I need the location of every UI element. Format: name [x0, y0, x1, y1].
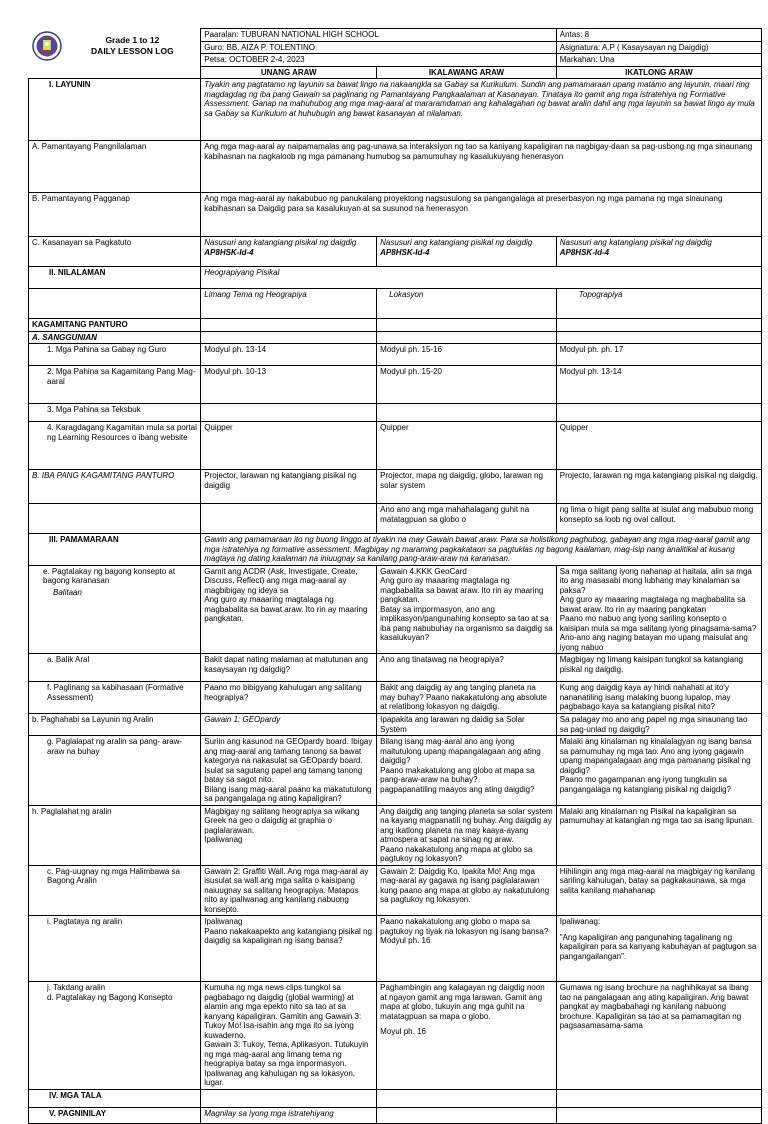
pagtataya-d1: Ipaliwanag Paano nakakaapekto ang katangiang pisikal ng daigdig sa kapaligiran ng isang bansa? — [201, 916, 377, 982]
empty — [377, 331, 557, 344]
empty — [201, 404, 377, 422]
pagtataya-d3: Ipaliwanag: "Ang kapaligiran ang pangunahing tagalinang ng kapaligiran para sa kanyang kabuhayan at pagtugon sa pangangailangan". — [556, 916, 761, 982]
paglinang-d3: Kung ang daigdig kaya ay hindi nahahati at ito'y nananatiling isang malaking buong lupalop, may pagbabago kaya sa katangiang pisikal nito? — [556, 682, 761, 714]
takdang-aralin-d2: Paghambingin ang kalagayan ng daigdig noon at ngayon gamit ang mga larawan. Gamit ang mapa at globo, tukuyin ang mga guhit na matatagpuan sa mapa o globo. Moyul ph. 16 — [377, 982, 557, 1090]
kasanayan-d1: Nasusuri ang katangiang pisikal ng daigdig AP8HSK-Id-4 — [201, 237, 377, 267]
paghahabi-label: b. Paghahabi sa Layunin ng Aralin — [29, 714, 201, 736]
top-d3: ng lima o higit pang salita at isulat ang mabubuo mong konsepto sa loob ng oval callout. — [556, 504, 761, 534]
grade-title: Grade 1 to 12 — [105, 34, 160, 45]
empty — [201, 331, 377, 344]
empty — [556, 1089, 761, 1107]
sanggunian-label: A. SANGGUNIAN — [29, 331, 201, 344]
pagtataya-d2: Paano nakakatulong ang globo o mapa sa pagtukoy ng tiyak na lokasyon ng isang bansa? Modyul ph. 16 — [377, 916, 557, 982]
teacher-cell: Guro: BB. AIZA P. TOLENTINO — [201, 41, 556, 54]
paglalapat-d2: Bilang isang mag-aaral ano ang iyong maitutulong upang mapangalagaan ang ating daigdig? Paano makakatulong ang globo at mapa sa pang-araw-araw na buhay? pagpapanatiling maayos ang ating daigdig? — [377, 736, 557, 806]
paghahabi-d2: Ipapakita ang larawan ng daidig sa Solar System — [377, 714, 557, 736]
paghahabi-d3: Sa palagay mo ano ang papel ng mga sinaunang tao sa pag-unlad ng daigdig? — [556, 714, 761, 736]
e-d3: Sa mga salitang iyong nahanap at haitala, alin sa mga ito ang masasabi mong lubhang may kinalaman sa paksa? Ang guro ay maaaring magtalaga ng magbabalita sa bawat araw. Ito rin ay maaring pangkatan Paano mo nabuo ang iyong sariling konsepto o kaisipan mula sa mga salitang iyong pinagsama-sama? Ano-ano ang naging batayan mo upang maisulat ang iyong nabuo — [556, 565, 761, 654]
empty — [556, 404, 761, 422]
kagamitang-pang-label: 2. Mga Pahina sa Kagamitang Pang Mag- aaral — [29, 366, 201, 404]
nilalaman-topic: Heograpiyang Pisikal — [201, 267, 762, 289]
pag-uugnay-d3: Hihilingin ang mga mag-aaral na magbigay ng kanilang sariling kahulugan, batay sa pagkakaunawa, sa mga salita kanilang mahahanap — [556, 865, 761, 916]
empty — [377, 1089, 557, 1107]
kasanayan-d2: Nasusuri ang katangiang pisikal ng daigdig AP8HSK-Id-4 — [377, 237, 557, 267]
day1-header: UNANG ARAW — [201, 66, 377, 79]
page-two — [28, 503, 762, 1124]
paglalahat-d1: Magbigay ng salitang heograpiya sa wikang Greek na geo o daigdig at graphia o paglalarawan. Ipaliwanag — [201, 805, 377, 865]
iba-d2: Projector, mapa ng daigdig, globo, larawan ng solar system — [377, 470, 557, 506]
karagdagang-d3: Quipper — [556, 422, 761, 470]
paglalahat-label: h. Paglalahat ng aralin — [29, 805, 201, 865]
iba-d3: Projecto, larawan ng mga katangiang pisikal ng daigdig. — [556, 470, 761, 506]
kasanayan-d3: Nasusuri ang katangiang pisikal ng daigdig AP8HSK-Id-4 — [556, 237, 761, 267]
kagamitang-pang-d1: Modyul ph. 10-13 — [201, 366, 377, 404]
empty — [377, 404, 557, 422]
empty — [556, 331, 761, 344]
balitaan-label: Balitaan — [53, 587, 82, 597]
header-logo-cell — [29, 29, 201, 67]
gabay-d1: Modyul ph. 13-14 — [201, 344, 377, 366]
deped-seal-icon — [29, 29, 65, 63]
e-d2: Gawain 4.KKK GeoCard Ang guro ay maaaring magtalaga ng magbabalita sa bawat araw. Ito rin ay maaring pangkatan. Batay sa impormasyon, ano ang implikasyon/pangunahing konsepto sa tao at sa iba pang nabubuhay na organismo sa daigdig sa kasalukuyan? — [377, 565, 557, 654]
log-title: DAILY LESSON LOG — [91, 45, 174, 56]
daily-lesson-log-table — [28, 28, 762, 506]
mga-tala-label: IV. MGA TALA — [29, 1089, 201, 1107]
blank-cell — [29, 66, 201, 79]
e-d1: Gamit ang ACDR (Ask, Investigate, Create, Discuss, Reflect) ang mga mag-aaral ay magbibigay ng ideya sa Ang guro ay maaaring magtalaga ng magbabalita sa bawat araw. Ito rin ay maaring pangkatan. — [201, 565, 377, 654]
karagdagang-d2: Quipper — [377, 422, 557, 470]
pagtataya-label: i. Pagtataya ng aralin — [29, 916, 201, 982]
iba-d1: Projector, larawan ng katangiang pisikal ng daigdig — [201, 470, 377, 506]
empty — [377, 1107, 557, 1123]
day2-header: IKALAWANG ARAW — [377, 66, 557, 79]
teksbuk-label: 3. Mga Pahina sa Teksbuk — [29, 404, 201, 422]
page-one — [28, 28, 762, 506]
pag-uugnay-d1: Gawain 2: Graffiti Wall. Ang mga mag-aaral ay isusulat sa wall ang mga salita o kaisipang naiuugnay sa salitang heograpiya. Matapos nito ay ipaliwanag ang kanilang nabuong konsepto. — [201, 865, 377, 916]
pagganap-text: Ang mga mag-aaral ay nakabubuo ng panukalang proyektong nagsusulong sa pangangalaga at preserbasyon ng mga pamana ng mga sinaunang kabihasnan sa Daigdig para sa kasalukuyan at sa susunod na henerasyon — [201, 193, 762, 237]
empty — [201, 319, 377, 332]
nilalaman-label: II. NILALAMAN — [29, 267, 201, 289]
takdang-aralin-d3: Gumawa ng isang brochure na naghihikayat sa ibang tao na pangalagaan ang ating kapaligiran. Ang bawat pangkat ay magbabahagi ng kanilang nabuong brochure. Kapaligiran sa tao at sa pamamagitan ng pagsasamasama-sama — [556, 982, 761, 1090]
paglalahat-d2: Ang daigdig ang tanging planeta sa solar system na kayang magpanatili ng buhay. Ang daigdig ay ang ikatlong planeta na may kaaya-ayang atmospera at sapat na sinag ng araw. Paano nakakatulong ang mapa at globo sa pagtukoy ng lokasyon? — [377, 805, 557, 865]
markahan-cell: Markahan: Una — [556, 54, 761, 67]
gabay-label: 1. Mga Pahina sa Gabay ng Guro — [29, 344, 201, 366]
gabay-d2: Modyul ph. 15-16 — [377, 344, 557, 366]
pamamaraan-label: III. PAMAMARAAN — [29, 534, 201, 566]
date-cell: Petsa: OCTOBER 2-4, 2023 — [201, 54, 556, 67]
kasanayan-label: C. Kasanayan sa Pagkatuto — [29, 237, 201, 267]
school-cell: Paaralan: TUBURAN NATIONAL HIGH SCHOOL — [201, 29, 556, 42]
pamamaraan-text: Gawin ang pamamaraan ito ng buong linggo at tiyakin na may Gawain bawat araw. Para sa holistikong paghubog, gabayan ang mga mag-aaral gamit ang mga istratehiya ng formative assessment. Magbigay ng maraming pagkakataon sa pagtuklas ng bagong kaalaman, mag-isip nang analitikal at kusang magtaya ng dating kaalaman na iniuugnay sa kanilang pang-araw-araw na karanasan. — [201, 534, 762, 566]
procedure-table — [28, 503, 762, 1124]
kagamitang-pang-d3: Modyul ph. 13-14 — [556, 366, 761, 404]
e-label-text: e. Pagtalakay ng bagong konsepto at bagong karanasan — [43, 566, 176, 585]
paglinang-d2: Bakit ang daigdig ay ang tanging planeta na may buhay? Paano nakakatulong ang absolute at relatibong lokasyon ng daigdig. — [377, 682, 557, 714]
paglinang-label: f. Paglinang sa kabihasaan (Formative Assessment) — [29, 682, 201, 714]
empty — [556, 319, 761, 332]
pag-uugnay-label: c. Pag-uugnay ng mga Halimbawa sa Bagong Aralin — [29, 865, 201, 916]
empty — [201, 1089, 377, 1107]
pangnilalaman-text: Ang mga mag-aaral ay naipamamalas ang pag-unawa sa interaksiyon ng tao sa kaniyang kapaligiran na nagbigay-daan sa pag-usbong ng mga sinaunang kabihasnan na nagkaloob ng mga pamanang humubog sa pamumuhay ng kasalukuyang henerasyon — [201, 141, 762, 193]
asignatura-cell: Asignatura: A.P ( Kasaysayan ng Daigdig) — [556, 41, 761, 54]
paglalahat-d3: Malaki ang kinalaman ng Pisikal na kapaligiran sa pamumuhay at katangian ng mga tao sa isang lipunan. — [556, 805, 761, 865]
balik-aral-label: a. Balik Aral — [29, 654, 201, 682]
paglalapat-label: g. Paglalapat ng aralin sa pang- araw- araw na buhay — [29, 736, 201, 806]
pagninilay-label: V. PAGNINILAY — [29, 1107, 201, 1123]
paglalapat-d3: Malaki ang kinalaman ng kinalalagyan ng isang bansa sa pamumuhay ng mga tao. Ano ang iyong gagawin upang mapangalagaan ang mga pamanang pisikal ng daigdig? Paano mo gagampanan ang iyong tungkulin sa pangangalaga ng katangiang pisikal ng daigdig? — [556, 736, 761, 806]
paglinang-d1: Paano mo bibigyang kahulugan ang salitang heograpiya? — [201, 682, 377, 714]
pagtalakay-label: d. Pagtalakay ng Bagong Konsepto — [47, 992, 173, 1002]
empty — [29, 504, 201, 534]
nilalaman-d3: Topograpiya — [556, 289, 761, 319]
gabay-d3: Modyul ph. ph. 17 — [556, 344, 761, 366]
paghahabi-d1: Gawain 1: GEOpardy — [201, 714, 377, 736]
kagamitang-pang-d2: Modyul ph. 15-20 — [377, 366, 557, 404]
e-label — [29, 565, 201, 654]
nilalaman-d1: Limang Tema ng Heograpiya — [201, 289, 377, 319]
balik-aral-d2: Ano ang tinatawag na heograpiya? — [377, 654, 557, 682]
pag-uugnay-d2: Gawain 2: Daigdig Ko, Ipakita Mo! Ang mga mag-aaral ay gagawa ng isang paglalarawan kung paano ang mapa at globo ay nakatutulong sa pagtukoy ng lokasyon. — [377, 865, 557, 916]
nilalaman-blank — [29, 289, 201, 319]
empty — [377, 319, 557, 332]
balik-aral-d1: Bakit dapat nating malaman at matutunan ang kasaysayan ng daigdig? — [201, 654, 377, 682]
layunin-label: I. LAYUNIN — [29, 79, 201, 141]
pagganap-label: B. Pamantayang Pagganap — [29, 193, 201, 237]
kagamitan-label: KAGAMITANG PANTURO — [29, 319, 201, 332]
karagdagang-d1: Quipper — [201, 422, 377, 470]
takdang-aralin-label — [29, 982, 201, 1090]
pagninilay-d1: Magnilay sa iyong mga istratehiyang — [201, 1107, 377, 1123]
paglalapat-d1: Suriin ang kasunod na GEOpardy board. Ibigay ang mag-aaral ang tamang tanong sa bawat kategorya na nakasulat sa GEOpardy board. Isulat sa sagutang papel ang tamang tanong batay sa sagot nito. Bilang isang mag-aaral paano ka makatutulong sa pangangalaga ng ating kapaligiran? — [201, 736, 377, 806]
empty — [556, 1107, 761, 1123]
nilalaman-d2: Lokasyon — [377, 289, 557, 319]
iba-label: B. IBA PANG KAGAMITANG PANTURO — [29, 470, 201, 506]
layunin-text: Tiyakin ang pagtatamo ng layunin sa bawat lingo na nakaangkla sa Gabay sa Kurikulum. Sundin ang pamamaraan upang matamo ang layunin, maari ring magdagdag ng iba pang Gawain sa paglinang ng Pamantayang Pangkaalaman at Kasanayan. Tinataya ito gamit ang mga istratehiya ng Formative Assessment. Ganap na mahuhubog ang mga mag-aaral at mararamdaman ang kahalagahan ng bawat aralin dahil ang mga layunin sa bawat lingo ay mula sa Gabay sa Kurikulum at huhubugin ang bawat kasanayan at nilalaman. — [201, 79, 762, 141]
balik-aral-d3: Magbigay ng limang kaisipan tungkol sa katangiang pisikal ng daigdig. — [556, 654, 761, 682]
pangnilalaman-label: A. Pamantayang Pangnilalaman — [29, 141, 201, 193]
antas-cell: Antas: 8 — [556, 29, 761, 42]
day3-header: IKATLONG ARAW — [556, 66, 761, 79]
empty — [201, 504, 377, 534]
takdang-aralin-text: j. Takdang aralin — [47, 983, 106, 992]
karagdagang-label: 4. Karagdagang Kagamitan mula sa portal ng Learning Resources o ibang website — [29, 422, 201, 470]
takdang-aralin-d1: Kumuha ng mga news clips tungkol sa pagbabago ng daigdig (global warming) at alamin ang mga epekto nito sa tao at sa kanyang kapaligiran. Gamitin ang Gawain 3: Tukoy Mo! Isa-isahin ang mga ito sa iyong kuwaderno. Gawain 3: Tukoy, Tema, Aplikasyon. Tutukuyin ng mga mag-aaral ang limang tema ng heograpiya batay sa mga impormasyon. Ipaliwanag ang kahulugan ng sa lokasyon, lugar. — [201, 982, 377, 1090]
top-d2: Ano ano ang mga mahahalagang guhit na matatagpuan sa globo o — [377, 504, 557, 534]
